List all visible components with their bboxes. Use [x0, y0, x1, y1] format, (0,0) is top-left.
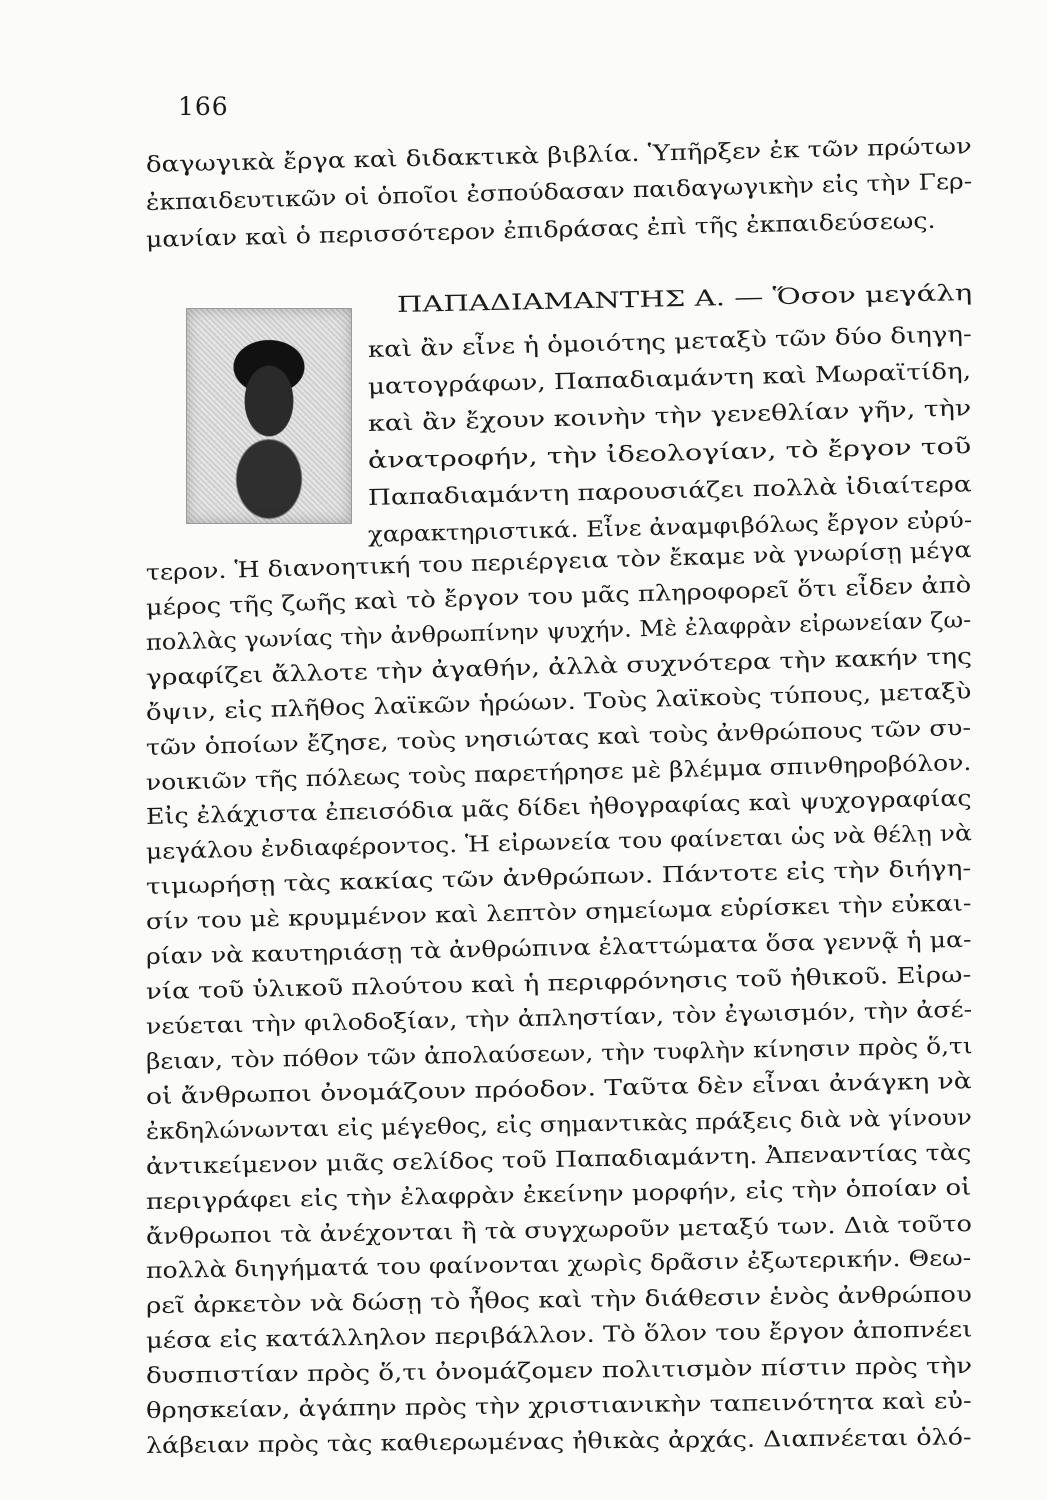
text-line: δαγωγικὰ ἔργα καὶ διδακτικὰ βιβλία. Ὑπῆρξεν ἐκ τῶν πρώτων — [145, 134, 973, 178]
page-number: 166 — [178, 92, 229, 121]
text-line: καὶ ἂν ἔχουν κοινὴν τὴν γενεθλίαν γῆν, τὴν — [367, 396, 972, 437]
text-line: τιμωρήσῃ τὰς κακίας τῶν ἀνθρώπων. Πάντοτε εἰς τὴν διήγη- — [145, 856, 972, 900]
text-line: πολλὰς γωνίας τὴν ἀνθρωπίνην ψυχήν. Μὲ ἐλαφρὰν εἰρωνείαν ζω- — [145, 607, 972, 656]
text-line: ρεῖ ἀρκετὸν νὰ δώσῃ τὸ ἦθος καὶ τὴν διάθεσιν ἑνὸς ἀνθρώπου — [145, 1282, 973, 1319]
text-line: ἀνατροφήν, τὴν ἰδεολογίαν, τὸ ἔργον τοῦ — [367, 434, 972, 474]
text-line: τῶν ὁποίων ἔζησε, τοὺς νησιώτας καὶ τοὺς ἀνθρώπους τῶν συ- — [145, 715, 972, 761]
text-line: μεγάλου ἐνδιαφέροντος. Ἡ εἰρωνεία του φαίνεται ὡς νὰ θέλῃ νὰ — [145, 821, 973, 865]
text-line: Εἰς ἐλάχιστα ἐπεισόδια μᾶς δίδει ἠθογραφίας καὶ ψυχογραφίας — [145, 786, 972, 830]
text-line: δυσπιστίαν πρὸς ὅ,τι ὀνομάζομεν πολιτισμὸν πίστιν πρὸς τὴν — [145, 1353, 973, 1389]
text-line: ματογράφων, Παπαδιαμάντη καὶ Μωραϊτίδη, — [367, 359, 972, 400]
text-line: ὄψιν, εἰς πλῆθος λαϊκῶν ἡρώων. Τοὺς λαϊκοὺς τύπους, μεταξὺ — [145, 679, 972, 726]
text-line: νεύεται τὴν φιλοδοξίαν, τὴν ἀπληστίαν, τὸν ἐγωισμόν, τὴν ἀσέ- — [145, 997, 973, 1040]
text-line: σίν του μὲ κρυμμένον καὶ λεπτὸν σημείωμα εὑρίσκει τὴν εὐκαι- — [145, 891, 972, 935]
text-line: ἀντικείμενον μιᾶς σελίδος τοῦ Παπαδιαμάντη. Ἀπεναντίας τὰς — [145, 1140, 972, 1180]
text-line: βειαν, τὸν πόθον τῶν ἀπολαύσεων, τὴν τυφλὴν κίνησιν πρὸς ὅ,τι — [145, 1034, 973, 1075]
text-line: μέσα εἰς κατάλληλον περιβάλλον. Τὸ ὅλον του ἔργον ἀποπνέει — [145, 1317, 973, 1354]
text-line: γραφίζει ἄλλοτε τὴν ἀγαθήν, ἀλλὰ συχνότερα τὴν κακήν της — [145, 644, 973, 691]
text-line: μανίαν καὶ ὁ περισσότερον ἐπιδράσας ἐπὶ τῆς ἐκπαιδεύσεως. — [145, 208, 936, 253]
text-line: νοικιῶν τῆς πόλεως τοὺς παρετήρησε μὲ βλέμμα σπινθηροβόλον. — [145, 750, 972, 796]
text-line: μέρος τῆς ζωῆς καὶ τὸ ἔργον του μᾶς πληροφορεῖ ὅτι εἶδεν ἀπὸ — [145, 572, 972, 621]
text-line: οἱ ἄνθρωποι ὀνομάζουν πρόοδον. Ταῦτα δὲν εἶναι ἀνάγκη νὰ — [145, 1069, 972, 1110]
text-line: χαρακτηριστικά. Εἶνε ἀναμφιβόλως ἔργον εὐρύ- — [367, 508, 973, 548]
entry-heading: ΠΑΠΑΔΙΑΜΑΝΤΗΣ Α. — Ὅσον μεγάλη — [396, 280, 973, 318]
text-line: θρησκείαν, ἀγάπην πρὸς τὴν χριστιανικὴν ταπεινότητα καὶ εὐ- — [145, 1388, 972, 1424]
text-line: ἄνθρωποι τὰ ἀνέχονται ἢ τὰ συγχωροῦν μεταξύ των. Διὰ τοῦτο — [145, 1212, 973, 1250]
text-line: καὶ ἂν εἶνε ἡ ὁμοιότης μεταξὺ τῶν δύο διηγη- — [367, 322, 973, 363]
text-line: νία τοῦ ὑλικοῦ πλούτου καὶ ἡ περιφρόνησις τοῦ ἠθικοῦ. Εἰρω- — [145, 962, 972, 1005]
text-line: περιγράφει εἰς τὴν ἐλαφρὰν ἐκείνην μορφήν, εἰς τὴν ὁποίαν οἱ — [145, 1175, 972, 1215]
text-line: τερον. Ἡ διανοητική του περιέργεια τὸν ἔκαμε νὰ γνωρίσῃ μέγα — [145, 537, 972, 586]
text-line: Παπαδιαμάντη παρουσιάζει πολλὰ ἰδιαίτερα — [367, 472, 972, 511]
text-line: λάβειαν πρὸς τὰς καθιερωμένας ἠθικὰς ἀρχάς. Διαπνέεται ὁλό- — [145, 1425, 972, 1459]
text-line: ἐκπαιδευτικῶν οἱ ὁποῖοι ἐσπούδασαν παιδαγωγικὴν εἰς τὴν Γερ- — [145, 169, 973, 216]
text-line: ἐκδηλώνωνται εἰς μέγεθος, εἰς σημαντικὰς πράξεις διὰ νὰ γίνουν — [145, 1105, 973, 1145]
text-line: ρίαν νὰ καυτηριάσῃ τὰ ἀνθρώπινα ἐλαττώματα ὅσα γεννᾷ ἡ μα- — [145, 927, 972, 970]
text-line: πολλὰ διηγήματά του φαίνονται χωρὶς δρᾶσιν ἐξωτερικήν. Θεω- — [145, 1246, 972, 1284]
